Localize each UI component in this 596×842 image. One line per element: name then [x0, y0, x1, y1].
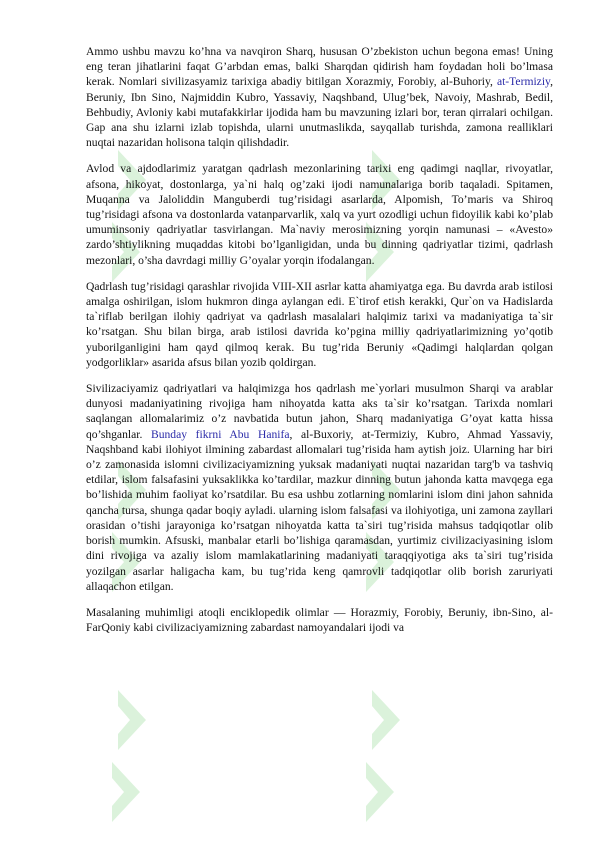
- link-abu-hanifa[interactable]: Bunday fikrni Abu Hanifa: [150, 427, 290, 441]
- paragraph-text: Ammo ushbu mavzu ko’hna va navqiron Sharq, hususan O’zbekiston uchun begona emas! Uning eng teran jihatlarini faqat G’arbdan emas, balki Sharqdan qidirish ham foydadan holi bo’lmasa kerak. Nomlari sivilizasyamiz tarixiga abadiy bitilgan Xorazmiy, Forobiy, al-Buhoriy,: [86, 45, 553, 89]
- paragraph-text: Qadrlash tug’risidagi qarashlar rivojida VIII-XII asrlar katta ahamiyatga ega. Bu davrda arab istilosi amalga oshirilgan, islom hukmron dinga aylangan edi. E`tirof etish kerakki, Qur`on va Hadislarda ta`riflab berilgan ilohiy qadriyat va qadrlash masalalari halqimiz tarixi va madaniyatiga ta`sir ko’rsatgan. Shu bilan birga, arab istilosi davrida ko’pgina milliy qadriyatlarimizning yo’qotib yuborilganligini ham qayd qilmoq kerak. Bu tug’rida Beruniy «Qadimgi halqlardan qolgan yodgorliklar» asarida afsus bilan yozib qoldirgan.: [86, 279, 553, 369]
- paragraph-5: [86, 605, 553, 635]
- watermark-arrow: [366, 690, 400, 822]
- paragraph-4: [86, 381, 553, 594]
- paragraph-text: Sivilizaciyamiz qadriyatlari va halqimizga hos qadrlash me`yorlari musulmon Sharqi va arablar dunyosi madaniyatining rivojiga ham nihoyatda katta aks ta`sir ko’rsatgan. Tarixda nomlari saqlangan allomalarimiz o’z navbatida butun jahon, Sharq madaniyatiga G’oyat katta hissa qo’shganlar.: [86, 382, 553, 441]
- paragraph-3: [86, 279, 553, 370]
- paragraph-text: Masalaning muhimligi atoqli enciklopedik olimlar — Horazmiy, Forobiy, Beruniy, ibn-Sino, al-FarQoniy kabi civilizaciyamizning zabardast namoyandalari ijodi va: [86, 605, 553, 635]
- link-at-termiziy[interactable]: at-Termiziy: [496, 75, 551, 89]
- paragraph-text: Avlod va ajdodlarimiz yaratgan qadrlash mezonlarining tarixi eng qadimgi naqllar, rivoyatlar, afsona, hikoyat, dostonlarga, ya`ni halq og’zaki ijodi namunalariga borib taqaladi. Spitamen, Muqanna va Jaloliddin Manguberdi tug’risidagi asarlarda, Alpomish, To’maris va Shiroq tug’risidagi afsona va dostonlarda vatanparvarlik, xalq va yurt ozodligi uchun fidoyilik kabi ko’plab umuminsoniy qadriyatlar tasvirlangan. Ma`naviy merosimizning yorqin namunasi – «Avesto» zardo’shtiylikning muqaddas kitobi bo’lganligidan, unda bu dinning qadriyatlar tizimi, qadrlash mezonlari, o’sha davrdagi milliy G’oyalar yorqin ifodalangan.: [86, 162, 553, 267]
- paragraph-2: [86, 161, 553, 267]
- watermark-arrow: [112, 690, 146, 822]
- paragraph-1: [86, 44, 553, 150]
- document-body: [86, 44, 553, 646]
- paragraph-text: , Beruniy, Ibn Sino, Najmiddin Kubro, Yassaviy, Naqshband, Ulug’bek, Navoiy, Mashrab, Bedil, Behbudiy, Avloniy kabi mutafakkirlar ijodida ham bu mavzuning izlari bor, teran qirralari ochilgan. Gap ana shu izlarni izlab topishda, ularni unutmaslikda, sayqallab turishda, zamona realliklari nuqtai nazaridan holisona talqin qilishdadir.: [86, 75, 553, 150]
- paragraph-text: , al-Buxoriy, at-Termiziy, Kubro, Ahmad Yassaviy, Naqshband kabi ilohiyot ilmining zabardast allomalari tug’risida ham aytish joiz. Ularning har biri o’z zamonasida islomni civilizaciyamizning yuksak madaniyati nuqtai nazaridan targ'b va tashviq etdilar, islom falsafasini yuksaklikka ko’tardilar, mazkur dinning butun jahonda katta mavqega ega bo’lishida muhim faoliyat ko’rsatdilar. Bu esa ushbu zotlarning nomlarini islom dini jahon sahnida qancha tursa, shunga qadar boqiy ayladi. ularning islom falsafasi va ilohiyotiga, uni zamona zayllari orasidan o’tishi jarayoniga ko’rsatgan nihoyatda katta ta`siri tug’risida mahsus tadqiqotlar olib borish mumkin. Afsuski, manbalar etarli bo’lishiga qaramasdan, yurtimiz civilizaciyasining islom dini rivojiga va azaliy islom mamlakatlarining madaniyati taraqqiyotiga aks ta`siri tug’risida yozilgan asarlar haligacha kam, bu tug’rida keng qamrovli tadqiqotlar olib borish zaruriyati allaqachon etilgan.: [86, 427, 553, 593]
